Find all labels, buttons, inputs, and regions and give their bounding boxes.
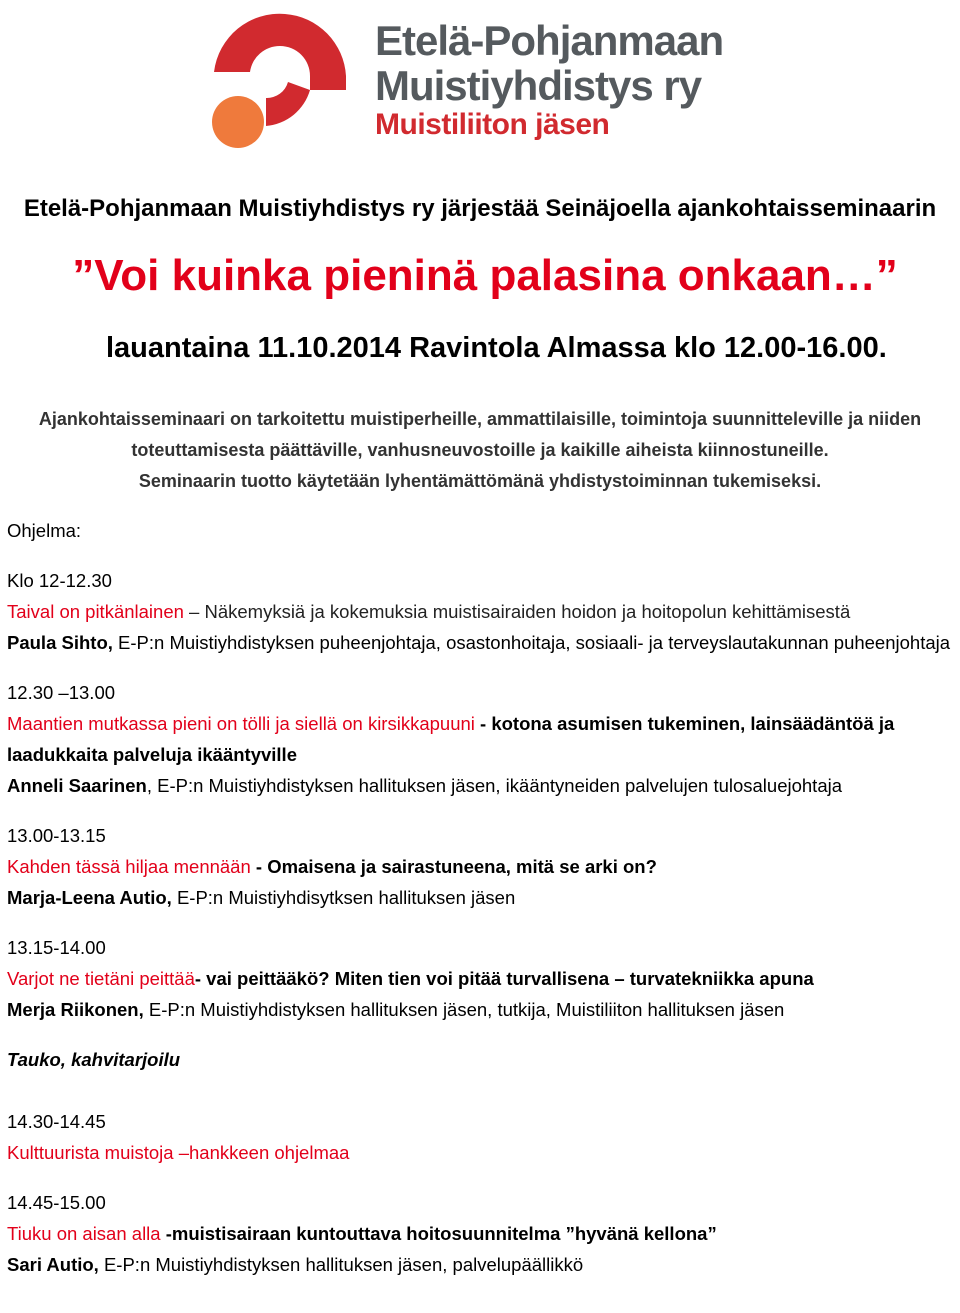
session-title	[7, 851, 960, 882]
event-date-location: lauantaina 11.10.2014 Ravintola Almassa klo 12.00-16.00.	[106, 332, 887, 364]
logo-text-line-3: Muistiliiton jäsen	[375, 108, 610, 141]
seminar-description	[10, 404, 950, 497]
program-session	[7, 565, 960, 658]
speaker-name: Sari Autio,	[7, 1254, 99, 1275]
session-time: 13.00-13.15	[7, 825, 106, 846]
session-title	[7, 596, 960, 627]
program-session	[7, 1187, 960, 1280]
intro-line: Etelä-Pohjanmaan Muistiyhdistys ry järjestää Seinäjoella ajankohtaisseminaarin	[23, 195, 937, 222]
session-title-rest: -muistisairaan kuntouttava hoitosuunnitelma ”hyvänä kellona”	[160, 1223, 717, 1244]
session-title-rest: – Näkemyksiä ja kokemuksia muistisairaiden hoidon ja hoitopolun kehittämisestä	[183, 601, 851, 622]
program-session	[7, 677, 960, 801]
session-title	[7, 963, 960, 994]
speaker-role: E-P:n Muistiyhdisytksen hallituksen jäsen	[171, 887, 516, 908]
speaker-role: , E-P:n Muistiyhdistyksen hallituksen jäsen, ikääntyneiden palvelujen tulosaluejohtaja	[146, 775, 843, 796]
session-speaker	[7, 627, 960, 658]
session-title-rest: - Omaisena ja sairastuneena, mitä se arki on?	[250, 856, 657, 877]
session-time: Klo 12-12.30	[7, 570, 112, 591]
session-speaker	[7, 1249, 960, 1280]
session-title-highlight: Kahden tässä hiljaa mennään	[7, 856, 251, 877]
session-title	[7, 1137, 960, 1168]
speaker-role: E-P:n Muistiyhdistyksen hallituksen jäsen, palvelupäällikkö	[98, 1254, 584, 1275]
session-title-rest: - vai peittääkö? Miten tien voi pitää turvallisena – turvatekniikka apuna	[194, 968, 814, 989]
coffee-break: Tauko, kahvitarjoilu	[7, 1049, 181, 1070]
program-session	[7, 1106, 960, 1168]
session-title-rest: - kotona asumisen tukeminen, lainsäädäntöä ja laadukkaita palveluja ikääntyville	[7, 713, 895, 765]
organization-logo	[210, 10, 724, 150]
session-title-highlight: Taival on pitkänlainen	[7, 601, 184, 622]
logo-question-mark-icon	[210, 10, 370, 150]
seminar-title: ”Voi kuinka pieninä palasina onkaan…”	[72, 251, 898, 300]
session-title	[7, 708, 960, 770]
session-time: 13.15-14.00	[7, 937, 106, 958]
session-time: 12.30 –13.00	[7, 682, 116, 703]
program-session	[7, 932, 960, 1025]
speaker-name: Merja Riikonen,	[7, 999, 144, 1020]
session-time: 14.45-15.00	[7, 1192, 106, 1213]
speaker-name: Paula Sihto,	[7, 632, 113, 653]
description-paragraph: Seminaarin tuotto käytetään lyhentämättömänä yhdistystoiminnan tukemiseksi.	[138, 471, 822, 491]
speaker-name: Anneli Saarinen	[7, 775, 147, 796]
logo-text-line-1: Etelä-Pohjanmaan	[375, 17, 724, 64]
program	[7, 515, 960, 1299]
description-paragraph: Ajankohtaisseminaari on tarkoitettu muistiperheille, ammattilaisille, toimintoja suunnitteleville ja niiden toteuttamisesta päättäville, vanhusneuvostoille ja kaikille aiheista kiinnostuneille.	[38, 409, 922, 460]
speaker-role: E-P:n Muistiyhdistyksen hallituksen jäsen, tutkija, Muistiliiton hallituksen jäsen	[143, 999, 785, 1020]
session-title-highlight: Maantien mutkassa pieni on tölli ja siellä on kirsikkapuuni	[7, 713, 475, 734]
program-heading: Ohjelma:	[7, 520, 82, 541]
speaker-name: Marja-Leena Autio,	[7, 887, 172, 908]
session-title-highlight: Tiuku on aisan alla	[7, 1223, 161, 1244]
speaker-role: E-P:n Muistiyhdistyksen puheenjohtaja, osastonhoitaja, sosiaali- ja terveyslautakunnan puheenjohtaja	[112, 632, 951, 653]
logo-text-line-2: Muistiyhdistys ry	[375, 62, 702, 109]
session-speaker	[7, 882, 960, 913]
session-speaker	[7, 994, 960, 1025]
session-speaker	[7, 770, 960, 801]
session-title-highlight: Kulttuurista muistoja –hankkeen ohjelmaa	[7, 1142, 350, 1163]
session-time: 14.30-14.45	[7, 1111, 106, 1132]
program-session	[7, 820, 960, 913]
session-title-highlight: Varjot ne tietäni peittää	[7, 968, 195, 989]
session-title	[7, 1218, 960, 1249]
